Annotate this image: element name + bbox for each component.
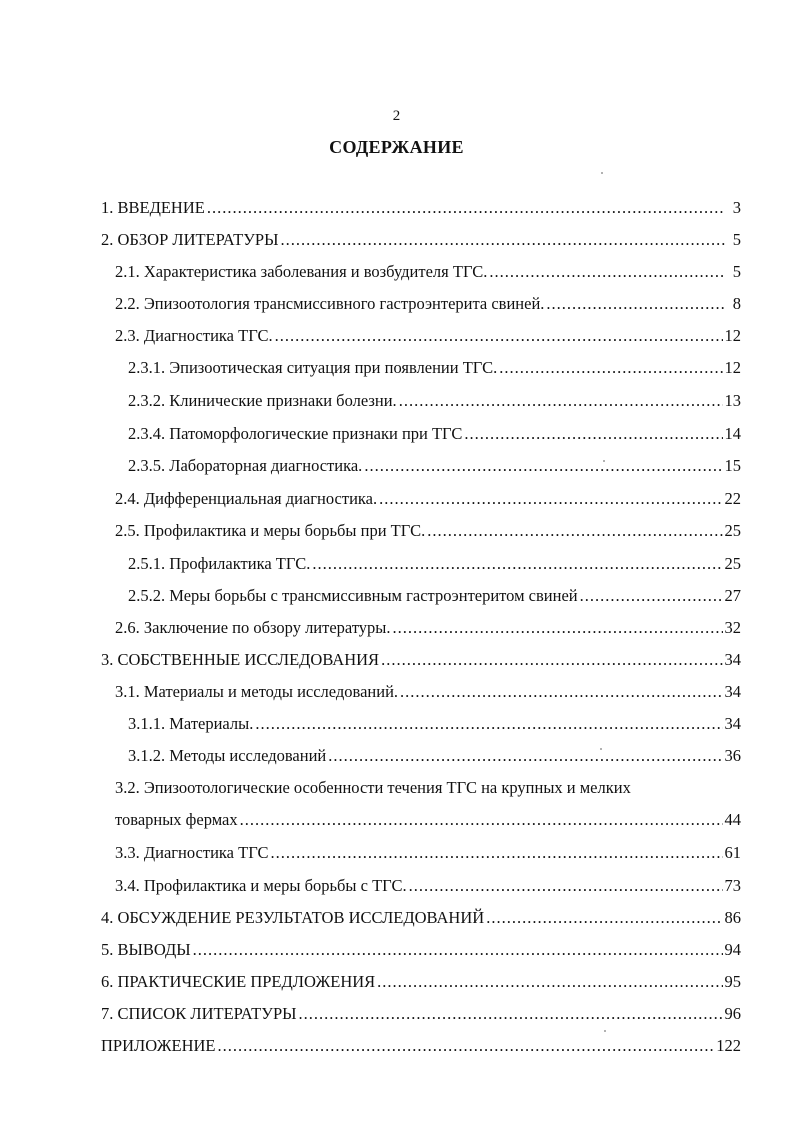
leader-dots bbox=[379, 488, 722, 510]
leader-dots bbox=[299, 1003, 723, 1025]
toc-entry-2-1[interactable] bbox=[115, 261, 741, 283]
toc-entry-conclusions[interactable] bbox=[101, 939, 741, 961]
leader-dots bbox=[409, 875, 723, 897]
toc-entry-label: 3.1.1. Материалы. bbox=[128, 714, 254, 733]
toc-entry-page: 27 bbox=[724, 586, 741, 605]
toc-entry-label: 1. ВВЕДЕНИЕ bbox=[101, 198, 205, 217]
toc-entry-page: 5 bbox=[732, 262, 741, 281]
toc-entry-page: 5 bbox=[732, 230, 741, 249]
toc-entry-page: 25 bbox=[724, 521, 741, 540]
toc-entry-2-6[interactable] bbox=[115, 617, 741, 639]
toc-entry-page: 32 bbox=[724, 618, 741, 637]
leader-dots bbox=[281, 229, 726, 251]
toc-entry-page: 13 bbox=[724, 391, 741, 410]
toc-entry-page: 94 bbox=[724, 940, 741, 959]
leader-dots bbox=[400, 681, 722, 703]
toc-entry-label: 7. СПИСОК ЛИТЕРАТУРЫ bbox=[101, 1004, 297, 1023]
toc-entry-label: 2.3. Диагностика ТГС. bbox=[115, 326, 273, 345]
toc-entry-page: 34 bbox=[724, 682, 741, 701]
toc-entry-3-3[interactable] bbox=[115, 842, 741, 864]
toc-entry-2-3[interactable] bbox=[115, 325, 741, 347]
toc-entry-discussion[interactable] bbox=[101, 907, 741, 929]
toc-entry-practical-proposals[interactable] bbox=[101, 971, 741, 993]
toc-entry-page: 34 bbox=[724, 714, 741, 733]
toc-entry-label: 5. ВЫВОДЫ bbox=[101, 940, 191, 959]
toc-entry-label: 3.4. Профилактика и меры борьбы с ТГС. bbox=[115, 876, 407, 895]
toc-entry-2-3-2[interactable] bbox=[128, 390, 741, 412]
leader-dots bbox=[393, 617, 723, 639]
toc-entry-page: 86 bbox=[724, 908, 741, 927]
toc-entry-label: 2.3.5. Лабораторная диагностика. bbox=[128, 456, 363, 475]
toc-entry-label: 3.1. Материалы и методы исследований. bbox=[115, 682, 399, 701]
toc-entry-page: 61 bbox=[724, 843, 741, 862]
scan-speck bbox=[603, 460, 605, 462]
scan-speck bbox=[600, 748, 602, 750]
leader-dots bbox=[207, 197, 725, 219]
toc-entry-label: 2. ОБЗОР ЛИТЕРАТУРЫ bbox=[101, 230, 279, 249]
leader-dots bbox=[486, 907, 722, 929]
page-number: 2 bbox=[392, 108, 401, 124]
toc-entry-references[interactable] bbox=[101, 1003, 741, 1025]
leader-dots bbox=[364, 455, 722, 477]
toc-entry-appendix[interactable] bbox=[101, 1035, 741, 1057]
leader-dots bbox=[193, 939, 723, 961]
toc-entry-label: 2.3.1. Эпизоотическая ситуация при появлении ТГС. bbox=[128, 358, 498, 377]
toc-entry-page: 44 bbox=[724, 810, 741, 829]
toc-entry-label: 4. ОБСУЖДЕНИЕ РЕЗУЛЬТАТОВ ИССЛЕДОВАНИЙ bbox=[101, 908, 485, 927]
toc-entry-label: 2.3.4. Патоморфологические признаки при ТГС bbox=[128, 424, 463, 443]
toc-entry-page: 3 bbox=[732, 198, 741, 217]
toc-entry-3-4[interactable] bbox=[115, 875, 741, 897]
scan-speck bbox=[601, 172, 603, 174]
toc-entry-3-2-line1[interactable]: 3.2. Эпизоотологические особенности течения ТГС на крупных и мелких bbox=[115, 778, 631, 797]
leader-dots bbox=[399, 390, 723, 412]
toc-entry-2-5-1[interactable] bbox=[128, 553, 741, 575]
leader-dots bbox=[312, 553, 722, 575]
toc-entry-page: 12 bbox=[724, 326, 741, 345]
leader-dots bbox=[275, 325, 723, 347]
leader-dots bbox=[328, 745, 722, 767]
leader-dots bbox=[427, 520, 722, 542]
toc-entry-page: 25 bbox=[724, 554, 741, 573]
toc-entry-page: 34 bbox=[724, 650, 741, 669]
toc-entry-2-2[interactable] bbox=[115, 293, 741, 315]
toc-entry-label: ПРИЛОЖЕНИЕ bbox=[101, 1036, 216, 1055]
toc-entry-label: товарных фермах bbox=[115, 810, 238, 829]
toc-entry-page: 14 bbox=[724, 424, 741, 443]
leader-dots bbox=[381, 649, 722, 671]
leader-dots bbox=[580, 585, 723, 607]
toc-entry-label: 2.6. Заключение по обзору литературы. bbox=[115, 618, 391, 637]
leader-dots bbox=[489, 261, 725, 283]
toc-entry-page: 36 bbox=[724, 746, 741, 765]
toc-entry-2-5[interactable] bbox=[115, 520, 741, 542]
toc-entry-2-4[interactable] bbox=[115, 488, 741, 510]
leader-dots bbox=[377, 971, 722, 993]
leader-dots bbox=[271, 842, 723, 864]
toc-entry-2-3-5[interactable] bbox=[128, 455, 741, 477]
toc-entry-label: 2.5.2. Меры борьбы с трансмиссивным гастроэнтеритом свиней bbox=[128, 586, 578, 605]
toc-entry-label: 6. ПРАКТИЧЕСКИЕ ПРЕДЛОЖЕНИЯ bbox=[101, 972, 376, 991]
toc-entry-page: 22 bbox=[724, 489, 741, 508]
toc-entry-page: 96 bbox=[724, 1004, 741, 1023]
toc-entry-3-2[interactable] bbox=[115, 809, 741, 831]
toc-entry-introduction[interactable] bbox=[101, 197, 741, 219]
leader-dots bbox=[546, 293, 725, 315]
leader-dots bbox=[255, 713, 722, 735]
toc-entry-label: 2.2. Эпизоотология трансмиссивного гастроэнтерита свиней. bbox=[115, 294, 545, 313]
toc-entry-3-1-1[interactable] bbox=[128, 713, 741, 735]
leader-dots bbox=[217, 1035, 714, 1057]
toc-entry-own-research[interactable] bbox=[101, 649, 741, 671]
scan-speck bbox=[604, 1030, 606, 1032]
toc-entry-3-1-2[interactable] bbox=[128, 745, 741, 767]
leader-dots bbox=[499, 357, 722, 379]
toc-entry-label: 2.4. Дифференциальная диагностика. bbox=[115, 489, 378, 508]
toc-entry-label: 2.1. Характеристика заболевания и возбудителя ТГС. bbox=[115, 262, 488, 281]
toc-entry-literature-review[interactable] bbox=[101, 229, 741, 251]
toc-entry-page: 73 bbox=[724, 876, 741, 895]
toc-entry-2-3-1[interactable] bbox=[128, 357, 741, 379]
toc-entry-label: 3.1.2. Методы исследований bbox=[128, 746, 327, 765]
toc-entry-page: 8 bbox=[732, 294, 741, 313]
toc-entry-label: 2.5. Профилактика и меры борьбы при ТГС. bbox=[115, 521, 426, 540]
toc-entry-2-3-4[interactable] bbox=[128, 423, 741, 445]
page-title: СОДЕРЖАНИЕ bbox=[329, 137, 464, 157]
toc-entry-page: 122 bbox=[716, 1036, 741, 1055]
toc-entry-2-5-2[interactable] bbox=[128, 585, 741, 607]
toc-entry-page: 15 bbox=[724, 456, 741, 475]
leader-dots bbox=[464, 423, 722, 445]
toc-entry-page: 12 bbox=[724, 358, 741, 377]
toc-entry-label: 3. СОБСТВЕННЫЕ ИССЛЕДОВАНИЯ bbox=[101, 650, 380, 669]
toc-entry-label: 2.3.2. Клинические признаки болезни. bbox=[128, 391, 397, 410]
toc-entry-label: 3.3. Диагностика ТГС bbox=[115, 843, 269, 862]
toc-entry-3-1[interactable] bbox=[115, 681, 741, 703]
leader-dots bbox=[240, 809, 723, 831]
toc-entry-label: 2.5.1. Профилактика ТГС. bbox=[128, 554, 311, 573]
toc-entry-page: 95 bbox=[724, 972, 741, 991]
